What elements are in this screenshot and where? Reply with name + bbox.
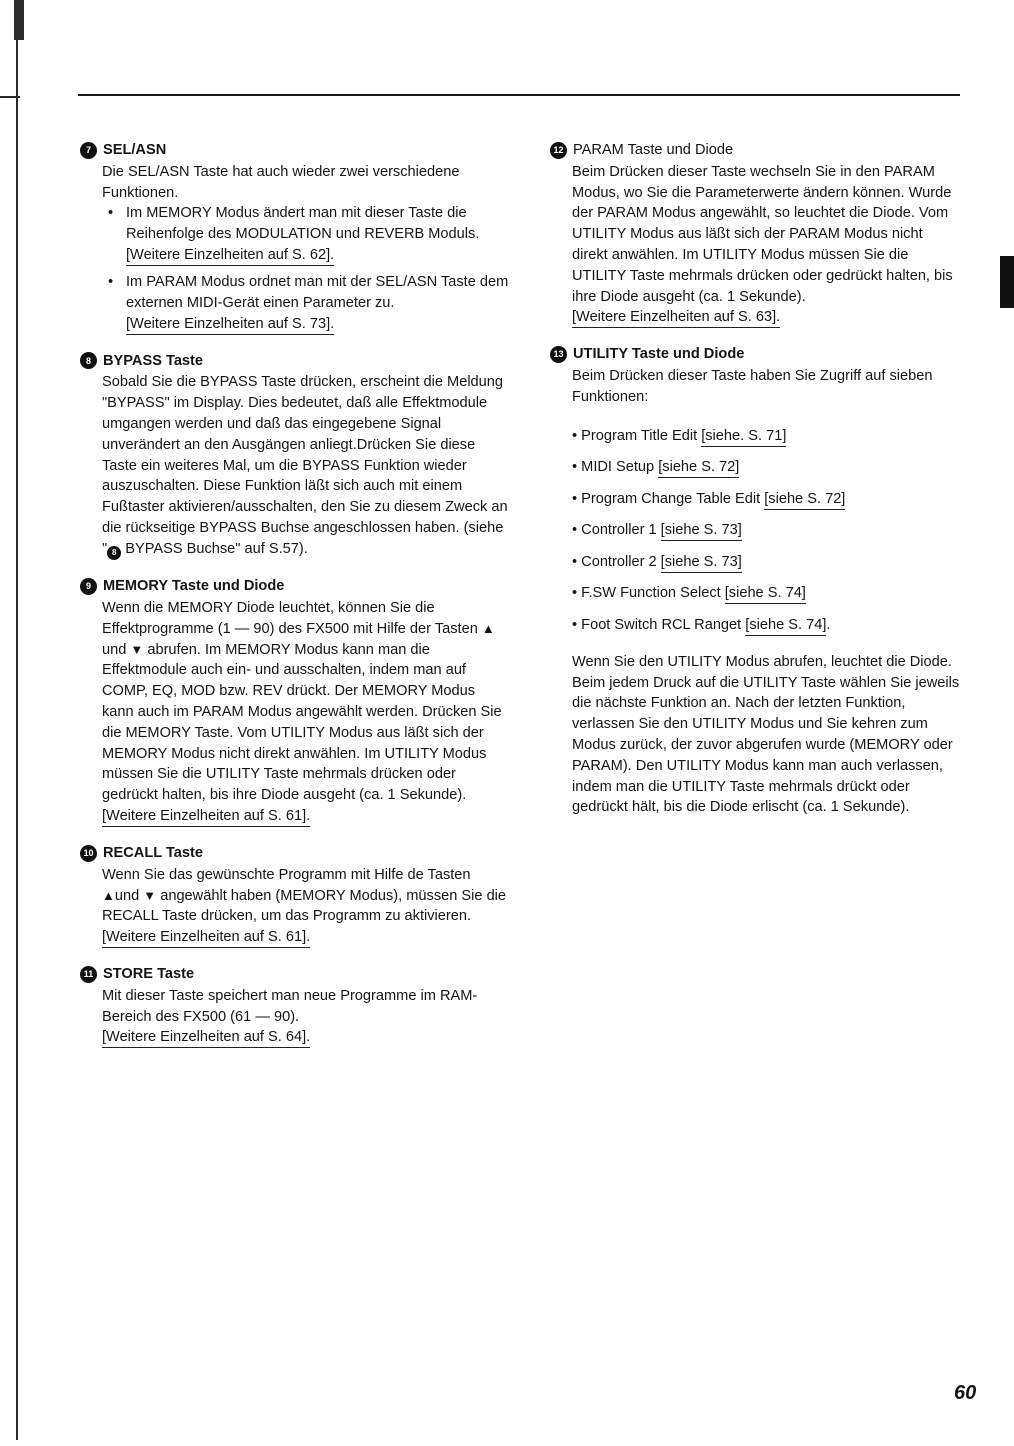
section-body bbox=[550, 366, 960, 818]
section-text: Mit dieser Taste speichert man neue Programme im RAM-Bereich des FX500 (61 — 90). bbox=[102, 987, 478, 1025]
page-reference: [Weitere Einzelheiten auf S. 64]. bbox=[102, 1028, 310, 1048]
text-part: und bbox=[114, 887, 144, 904]
section-heading bbox=[80, 351, 510, 372]
number-badge-icon: 10 bbox=[80, 845, 97, 862]
section-param bbox=[550, 140, 960, 328]
section-body bbox=[80, 986, 510, 1049]
section-body bbox=[80, 372, 510, 560]
function-name: • MIDI Setup bbox=[572, 459, 659, 476]
top-rule bbox=[78, 94, 960, 96]
note-before: (siehe " bbox=[102, 519, 504, 557]
bullet-item bbox=[102, 272, 510, 335]
page-number: 60 bbox=[954, 1382, 977, 1404]
up-arrow-icon: ▲ bbox=[481, 620, 495, 636]
down-arrow-icon: ▼ bbox=[143, 887, 157, 903]
section-sel-asn bbox=[80, 140, 510, 335]
section-outro: Wenn Sie den UTILITY Modus abrufen, leuchtet die Diode. Beim jedem Druck auf die UTILITY Taste wählen Sie jeweils die nächste Funktion an. Nach der letzten Funktion, verlassen Sie den UTILITY Modus und Sie kehren zum Modus zurück, der zuvor abgerufen wurde (MEMORY oder PARAM). Den UTILITY Modus kann man auch verlassen, indem man die UTILITY Taste mehrmals drückt oder gedrückt hält, bis die Diode erlischt (ca. 1 Sekunde). bbox=[572, 653, 960, 816]
section-text bbox=[102, 598, 510, 806]
function-item bbox=[572, 583, 960, 604]
section-body bbox=[550, 162, 960, 329]
section-title: MEMORY Taste und Diode bbox=[103, 578, 285, 595]
page-reference: [Weitere Einzelheiten auf S. 61]. bbox=[102, 807, 310, 827]
section-intro: Die SEL/ASN Taste hat auch wieder zwei verschiedene Funktionen. bbox=[102, 163, 460, 201]
function-name: • Controller 1 bbox=[572, 522, 661, 539]
bullet-item bbox=[102, 203, 510, 266]
page-reference: [siehe S. 74] bbox=[745, 616, 826, 636]
thumb-index-tab bbox=[1000, 256, 1014, 308]
section-utility bbox=[550, 344, 960, 818]
section-memory bbox=[80, 576, 510, 827]
text-part: Wenn die MEMORY Diode leuchtet, können Sie die Effektprogramme (1 — 90) des FX500 mit Hilfe der Tasten bbox=[102, 599, 482, 637]
text-part: Wenn Sie das gewünschte Programm mit Hilfe de Tasten bbox=[102, 866, 471, 883]
note-after: BYPASS Buchse" auf S.57). bbox=[121, 540, 308, 557]
section-title: STORE Taste bbox=[103, 966, 195, 983]
page-reference: [siehe S. 73] bbox=[661, 553, 742, 573]
section-heading bbox=[550, 140, 960, 161]
section-title: PARAM Taste und Diode bbox=[573, 142, 734, 158]
page-reference: [siehe S. 72] bbox=[658, 458, 739, 478]
section-store bbox=[80, 964, 510, 1048]
function-name: • Foot Switch RCL Ranget bbox=[572, 616, 746, 633]
number-badge-icon: 13 bbox=[550, 346, 567, 363]
section-text-main: Sobald Sie die BYPASS Taste drücken, erscheint die Meldung "BYPASS" im Display. Dies bedeutet, daß alle Effektmodule umgangen werden und daß das eingegebene Signal unverändert an den Ausgängen anliegt.Drücken Sie diese Taste ein weiteres Mal, um die BYPASS Funktion wieder auszuschalten. Diese Funktion läßt sich auch mit einem Fußtaster aktivieren/ausschalten, den Sie zu diesem Zweck an die rückseitige BYPASS Buchse angeschlossen haben. bbox=[102, 374, 508, 536]
text-part: angewählt haben (MEMORY Modus), müssen Sie die RECALL Taste drücken, um das Programm zu aktivieren. bbox=[102, 887, 507, 925]
bullet-text: Im PARAM Modus ordnet man mit der SEL/ASN Taste dem externen MIDI-Gerät einen Parameter zu. bbox=[126, 273, 509, 311]
margin-tick bbox=[0, 96, 20, 98]
function-name: • Program Title Edit bbox=[572, 427, 702, 444]
section-title: RECALL Taste bbox=[103, 844, 204, 861]
section-heading bbox=[80, 964, 510, 985]
left-column bbox=[80, 140, 510, 1064]
page-reference: [Weitere Einzelheiten auf S. 61]. bbox=[102, 928, 310, 948]
function-list bbox=[572, 426, 960, 636]
section-recall bbox=[80, 843, 510, 948]
down-arrow-icon: ▼ bbox=[130, 641, 144, 657]
section-heading bbox=[80, 843, 510, 864]
bullet-list bbox=[102, 203, 510, 334]
text-part: und bbox=[102, 641, 131, 658]
number-badge-icon: 11 bbox=[80, 966, 97, 983]
function-name: • Controller 2 bbox=[572, 553, 661, 570]
page-reference: [Weitere Einzelheiten auf S. 73]. bbox=[126, 315, 334, 335]
number-badge-icon: 9 bbox=[80, 578, 97, 595]
right-column bbox=[550, 140, 960, 834]
page-reference: [siehe. S. 71] bbox=[701, 427, 786, 447]
number-badge-icon: 12 bbox=[550, 142, 567, 159]
number-badge-icon: 8 bbox=[80, 352, 97, 369]
section-text bbox=[102, 865, 510, 927]
section-bypass bbox=[80, 351, 510, 561]
function-name: • F.SW Function Select bbox=[572, 585, 725, 602]
page-reference: [Weitere Einzelheiten auf S. 63]. bbox=[572, 308, 780, 328]
section-heading bbox=[550, 344, 960, 365]
section-title: UTILITY Taste und Diode bbox=[573, 346, 745, 363]
page-reference: [Weitere Einzelheiten auf S. 62]. bbox=[126, 246, 334, 266]
section-text: Beim Drücken dieser Taste wechseln Sie in den PARAM Modus, wo Sie die Parameterwerte ändern können. Wurde der PARAM Modus angewählt, so leuchtet die Diode. Vom UTILITY Modus aus läßt sich der PARAM Modus nicht direkt anwählen. Im UTILITY Modus müssen Sie die UTILITY Taste mehrmals drücken oder gedrückt halten, bis ihre Diode ausgeht (ca. 1 Sekunde). bbox=[572, 163, 953, 305]
function-name: • Program Change Table Edit bbox=[572, 490, 765, 507]
function-item bbox=[572, 552, 960, 573]
function-item bbox=[572, 426, 960, 447]
function-item bbox=[572, 489, 960, 510]
section-heading bbox=[80, 576, 510, 597]
page-reference: [siehe S. 72] bbox=[764, 490, 845, 510]
page-reference: [siehe S. 73] bbox=[661, 521, 742, 541]
bullet-text: Im MEMORY Modus ändert man mit dieser Taste die Reihenfolge des MODULATION und REVERB Moduls. bbox=[126, 205, 480, 243]
scan-edge-left bbox=[16, 0, 18, 1440]
section-text bbox=[102, 372, 510, 560]
section-intro: Beim Drücken dieser Taste haben Sie Zugriff auf sieben Funktionen: bbox=[572, 368, 933, 405]
section-body bbox=[80, 598, 510, 827]
function-item bbox=[572, 520, 960, 541]
page-reference: [siehe S. 74] bbox=[725, 584, 806, 604]
section-title: SEL/ASN bbox=[103, 142, 167, 158]
text-part: abrufen. Im MEMORY Modus kann man die Effektmodule auch ein- und ausschalten, indem man auf COMP, EQ, MOD bzw. REV drückt. Der MEMORY Modus kann auch im PARAM Modus angewählt werden. Drücken Sie die MEMORY Taste. Vom UTILITY Modus aus läßt sich der MEMORY Modus nicht direkt anwählen. Im UTILITY Modus müssen Sie die UTILITY Taste mehrmals drücken oder gedrückt halten, bis ihre Diode ausgeht (ca. 1 Sekunde). bbox=[102, 641, 502, 804]
function-after: . bbox=[826, 616, 831, 633]
function-item bbox=[572, 457, 960, 478]
number-badge-icon: 8 bbox=[107, 546, 121, 560]
section-body bbox=[80, 162, 510, 335]
function-item bbox=[572, 615, 960, 636]
section-title: BYPASS Taste bbox=[103, 352, 204, 369]
up-arrow-icon: ▲ bbox=[102, 887, 115, 903]
section-body bbox=[80, 865, 510, 948]
section-heading bbox=[80, 140, 510, 161]
number-badge-icon: 7 bbox=[80, 142, 97, 159]
